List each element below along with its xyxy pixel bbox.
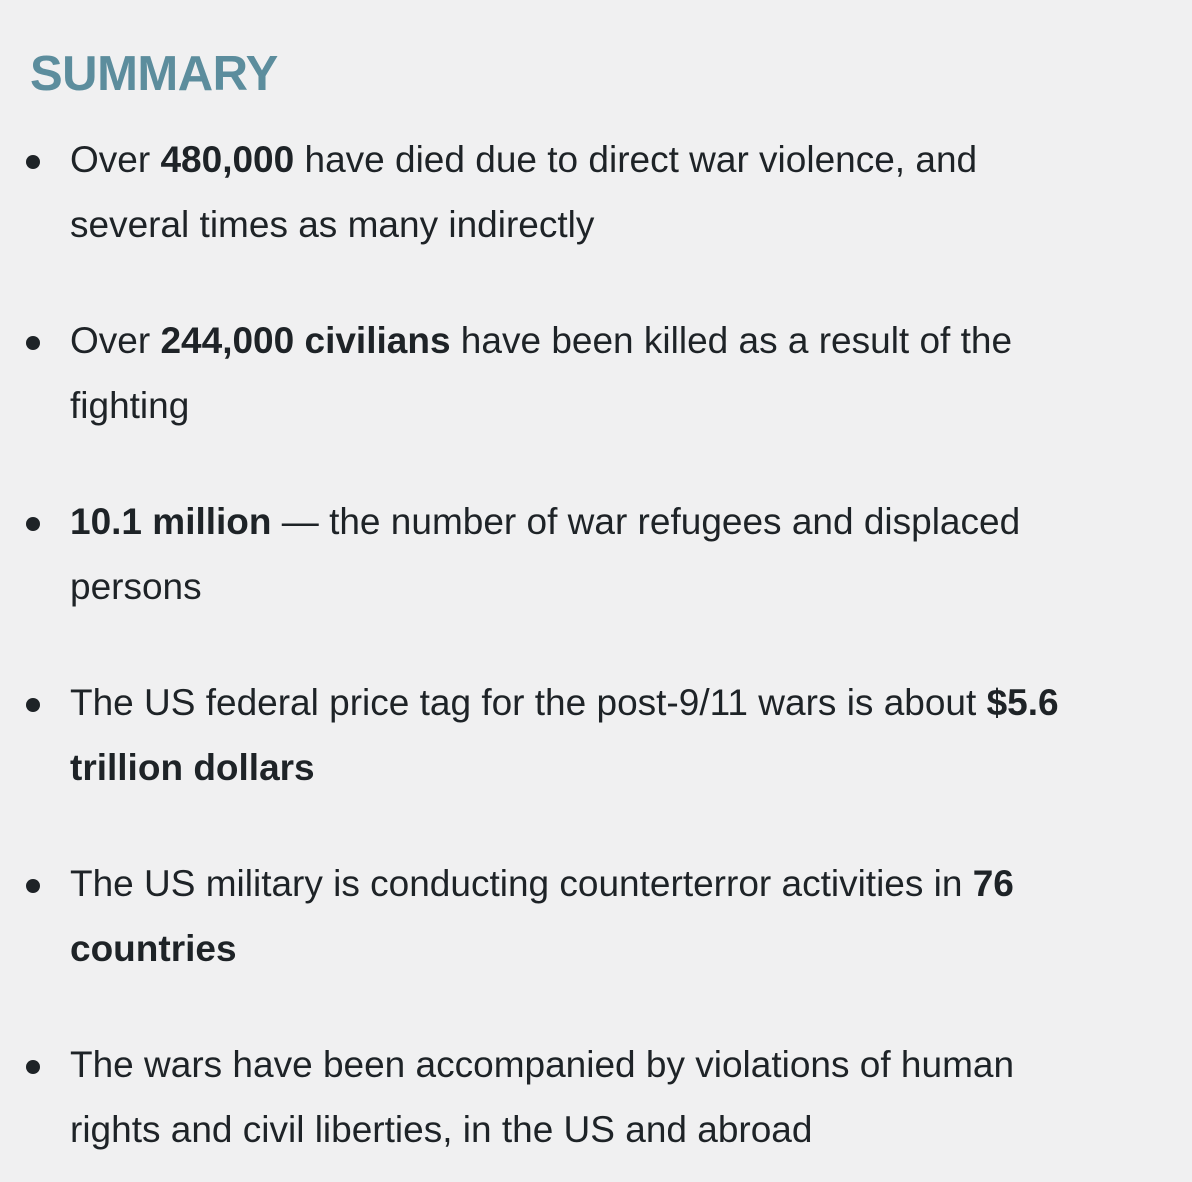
text-run: several times as many indirectly	[70, 203, 595, 245]
bullet-icon	[26, 879, 40, 893]
text-run: rights and civil liberties, in the US and abroad	[70, 1108, 813, 1150]
text-line	[70, 374, 1180, 439]
text-run: — the number of war refugees and displaced	[271, 501, 1021, 542]
bullet-icon	[26, 1060, 40, 1074]
text-line	[70, 555, 1180, 620]
text-line	[70, 193, 1180, 258]
emphasis-text: 244,000 civilians	[160, 320, 451, 361]
text-line	[70, 736, 1180, 801]
page-title: SUMMARY	[30, 47, 278, 101]
bullet-icon	[26, 336, 40, 350]
text-run: Over	[70, 320, 161, 361]
emphasis-text: 76	[972, 863, 1014, 904]
text-line	[70, 1033, 1180, 1098]
list-item-text	[70, 128, 1180, 257]
text-line	[70, 490, 1180, 555]
emphasis-text: 480,000	[160, 139, 295, 180]
text-run: Over	[70, 139, 161, 180]
text-run: The wars have been accompanied by violations of human	[70, 1044, 1015, 1085]
text-line	[70, 671, 1180, 736]
text-line	[70, 852, 1180, 917]
text-line	[70, 128, 1180, 193]
list-item-text	[70, 671, 1180, 800]
bullet-icon	[26, 698, 40, 712]
emphasis-text: trillion dollars	[70, 746, 315, 788]
bullet-icon	[26, 517, 40, 531]
emphasis-text: 10.1 million	[70, 501, 272, 542]
text-line	[70, 1098, 1180, 1163]
text-run: fighting	[70, 384, 190, 426]
bullet-icon	[26, 155, 40, 169]
list-item-text	[70, 309, 1180, 438]
text-run: persons	[70, 565, 202, 607]
text-line	[70, 309, 1180, 374]
list-item-text	[70, 1033, 1180, 1162]
emphasis-text: $5.6	[986, 682, 1059, 723]
emphasis-text: countries	[70, 927, 237, 969]
text-run: have been killed as a result of the	[450, 320, 1013, 361]
text-line	[70, 917, 1180, 982]
text-run: The US federal price tag for the post-9/11 wars is about	[70, 682, 987, 723]
text-run: The US military is conducting counterterror activities in	[70, 863, 973, 904]
list-item-text	[70, 490, 1180, 619]
list-item-text	[70, 852, 1180, 981]
text-run: have died due to direct war violence, and	[294, 139, 978, 180]
